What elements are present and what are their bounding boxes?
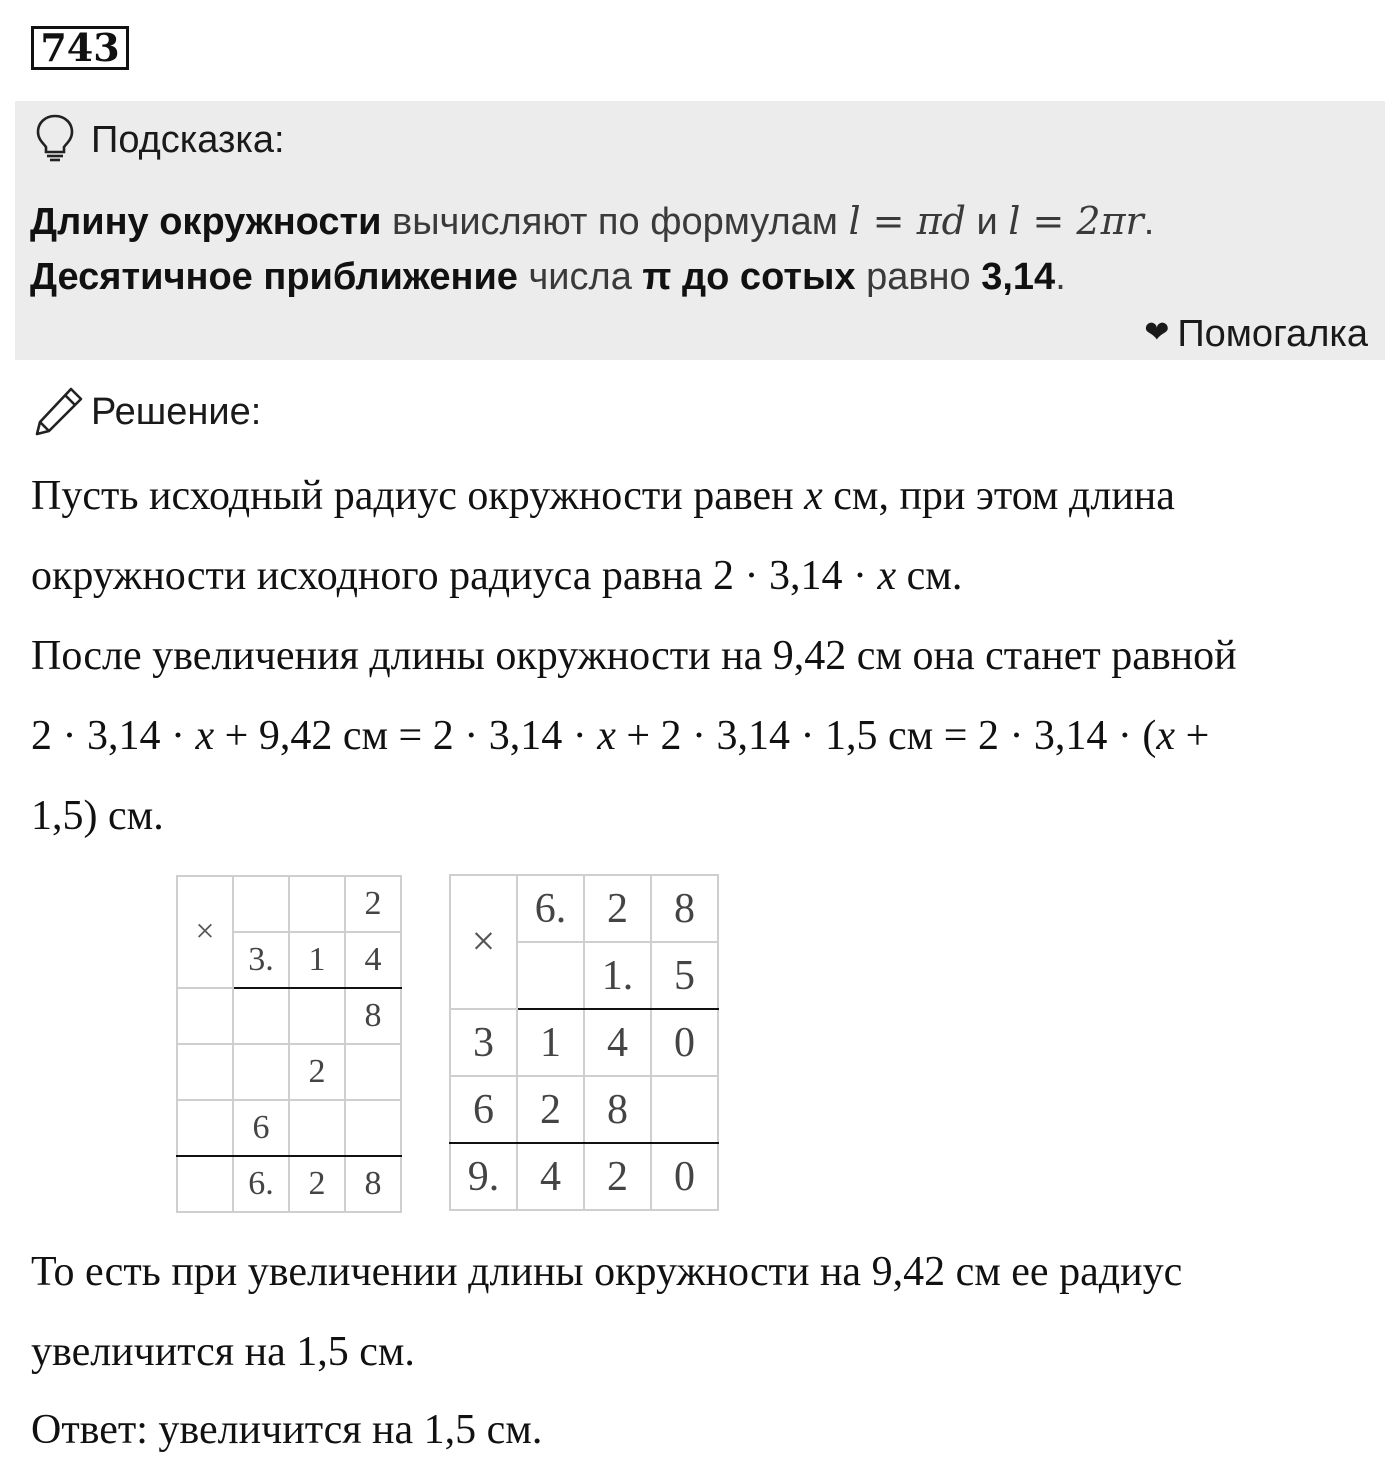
table-cell: 6.: [517, 875, 584, 942]
table-cell: [233, 1044, 289, 1100]
variable-x: x: [804, 473, 823, 519]
text: + 2 · 3,14 · 1,5 см = 2 · 3,14 · (: [615, 713, 1157, 759]
table-cell: [233, 876, 289, 932]
table-cell: 1: [517, 1009, 584, 1076]
table-cell: 3.: [233, 932, 289, 988]
times-sign: ×: [177, 876, 233, 988]
text: 2 · 3,14 ·: [31, 713, 196, 759]
table-cell: 2: [584, 875, 651, 942]
variable-x: x: [1156, 713, 1176, 759]
multiplication-table-2: [449, 874, 719, 1211]
solution-line-3: После увеличения длины окружности на 9,42 см она станет равной: [31, 633, 1237, 679]
credit-text: Помогалка: [1177, 313, 1368, 355]
variable-x: x: [877, 553, 897, 599]
hint-line-1: [30, 199, 1154, 244]
solution-line-6: То есть при увеличении длины окружности на 9,42 см ее радиус: [31, 1249, 1183, 1295]
solution-line-5: 1,5) см.: [31, 793, 164, 839]
table-cell: 4: [345, 932, 401, 988]
hint-term-pi: π до сотых: [642, 256, 856, 298]
solution-line-2: [31, 552, 962, 600]
table-cell: 8: [345, 1156, 401, 1212]
table-cell: 0: [651, 1009, 718, 1076]
hint-title: Подсказка:: [91, 119, 285, 161]
hint-text: .: [1143, 201, 1155, 243]
solution-line-4: [31, 712, 1209, 760]
formula-diameter: l = πd: [848, 199, 966, 243]
problem-number: 743: [31, 26, 129, 70]
hint-pi-value: 3,14: [981, 256, 1056, 298]
table-cell: [177, 1156, 233, 1212]
solution-line-1: [31, 472, 1175, 520]
heart-icon: ❤: [1144, 316, 1170, 349]
pencil-icon: [33, 385, 85, 437]
table-cell: 6: [233, 1100, 289, 1156]
text: + 9,42 см = 2 · 3,14 ·: [214, 713, 598, 759]
text: см.: [896, 553, 963, 599]
table-cell: [177, 1044, 233, 1100]
text: Пусть исходный радиус окружности равен: [31, 473, 805, 519]
table-cell: 1: [289, 932, 345, 988]
solution-title: Решение:: [91, 391, 262, 433]
table-cell: [289, 988, 345, 1044]
hint-term-circumference: Длину окружности: [30, 201, 382, 243]
table-cell: 3: [450, 1009, 517, 1076]
answer-line: Ответ: увеличится на 1,5 см.: [31, 1407, 543, 1453]
text: окружности исходного радиуса равна 2 · 3,14 ·: [31, 553, 878, 599]
multiplication-table-1: [176, 875, 402, 1213]
table-cell: [651, 1076, 718, 1143]
hint-term-decimal: Десятичное приближение: [30, 256, 518, 298]
times-sign: ×: [450, 875, 517, 1009]
table-cell: [345, 1100, 401, 1156]
table-cell: 2: [345, 876, 401, 932]
table-cell: 4: [517, 1143, 584, 1210]
credit: [1144, 313, 1368, 356]
table-cell: 5: [651, 942, 718, 1009]
hint-text: и: [965, 201, 1009, 243]
table-cell: 2: [517, 1076, 584, 1143]
variable-x: x: [195, 713, 215, 759]
table-cell: 2: [584, 1143, 651, 1210]
table-cell: 4: [584, 1009, 651, 1076]
table-cell: 0: [651, 1143, 718, 1210]
text: см, при этом длина: [822, 473, 1175, 519]
hint-text: числа: [517, 256, 643, 298]
table-cell: 2: [289, 1156, 345, 1212]
table-cell: 8: [584, 1076, 651, 1143]
table-cell: [177, 1100, 233, 1156]
variable-x: x: [597, 713, 616, 759]
table-cell: 2: [289, 1044, 345, 1100]
table-cell: 1.: [584, 942, 651, 1009]
table-cell: 6: [450, 1076, 517, 1143]
table-cell: [289, 876, 345, 932]
table-cell: 9.: [450, 1143, 517, 1210]
hint-text: вычисляют по формулам: [381, 201, 849, 243]
hint-line-2: [30, 256, 1066, 299]
table-cell: 8: [651, 875, 718, 942]
text: +: [1175, 713, 1210, 759]
table-cell: [177, 988, 233, 1044]
table-cell: [289, 1100, 345, 1156]
table-cell: [345, 1044, 401, 1100]
hint-text: равно: [855, 256, 982, 298]
hint-box: [15, 101, 1385, 360]
table-cell: 6.: [233, 1156, 289, 1212]
lightbulb-icon: [35, 113, 75, 163]
formula-radius: l = 2πr: [1008, 199, 1144, 243]
table-cell: 8: [345, 988, 401, 1044]
table-cell: [517, 942, 584, 1009]
solution-line-7: увеличится на 1,5 см.: [31, 1329, 415, 1375]
table-cell: [233, 988, 289, 1044]
hint-text: .: [1055, 256, 1066, 298]
